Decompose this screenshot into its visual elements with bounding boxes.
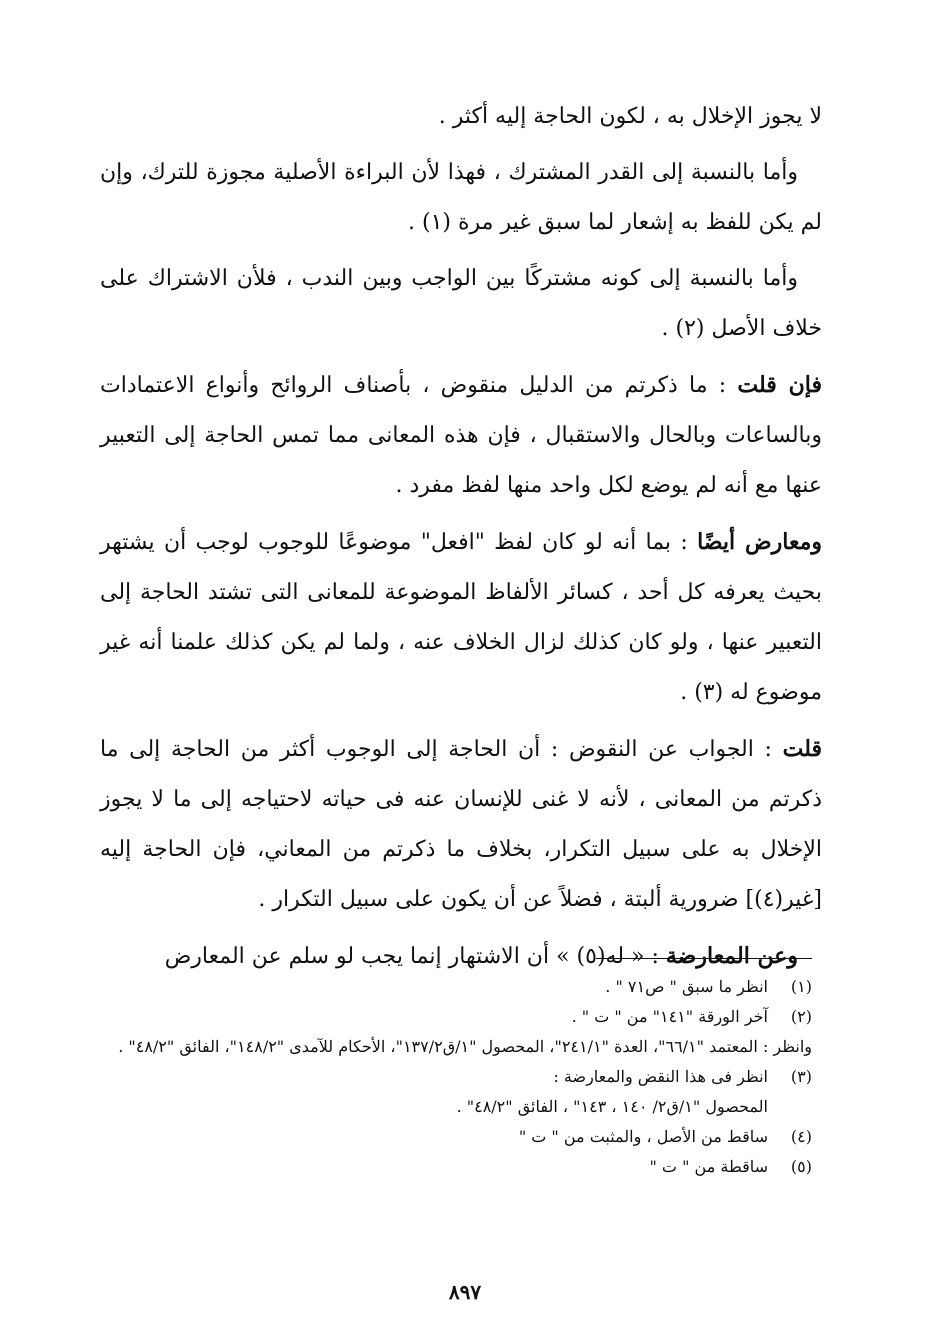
footnote-3-number: (٣) bbox=[790, 1067, 812, 1086]
footnote-2 bbox=[100, 1002, 812, 1032]
footnote-1-number: (١) bbox=[790, 977, 812, 996]
footnote-5 bbox=[100, 1152, 812, 1182]
footnote-2-continuation: وانظر : المعتمد "٦٦/١"، العدة "٢٤١/١"، المحصول "١/ق١٣٧/٢"، الأحكام للآمدى "١٤٨/٢"، الفائق "٤٨/٢" . bbox=[118, 1037, 812, 1056]
footnote-3-text: انظر فى هذا النقض والمعارضة : bbox=[553, 1067, 768, 1086]
main-text bbox=[100, 92, 822, 988]
footnote-4 bbox=[100, 1122, 812, 1152]
footnote-5-number: (٥) bbox=[790, 1157, 812, 1176]
paragraph-7-lead: وعن المعارضة bbox=[665, 943, 798, 969]
footnote-separator bbox=[596, 958, 812, 959]
footnote-4-number: (٤) bbox=[790, 1127, 812, 1146]
footnote-4-text: ساقط من الأصل ، والمثبت من " ت " bbox=[518, 1127, 768, 1146]
paragraph-5 bbox=[100, 517, 822, 718]
paragraph-4 bbox=[100, 360, 822, 511]
footnote-5-text: ساقطة من " ت " bbox=[649, 1157, 768, 1176]
paragraph-1: لا يجوز الإخلال به ، لكون الحاجة إليه أكثر . bbox=[438, 104, 822, 129]
footnote-3-continuation: المحصول "١/ق٢/ ١٤٠ ، ١٤٣" ، الفائق "٤٨/٢" . bbox=[456, 1097, 768, 1116]
footnote-3 bbox=[100, 1062, 812, 1092]
paragraph-5-text: : بما أنه لو كان لفظ "افعل" موضوعًا للوجوب لوجب أن يشتهر بحيث يعرفه كل أحد ، كسائر الألفاظ الموضوعة للمعانى التى تشتد الحاجة إلى التعبير عنها ، ولو كان كذلك لزال الخلاف عنه ، ولما لم يكن كذلك علمنا أنه غير موضوع له (٣) . bbox=[100, 530, 822, 705]
footnote-1-text: انظر ما سبق " ص٧١ " . bbox=[605, 977, 768, 996]
paragraph-6-lead: قلت bbox=[782, 736, 822, 762]
paragraph-7-text: : « له(٥) » أن الاشتهار إنما يجب لو سلم عن المعارض bbox=[164, 944, 659, 969]
paragraph-3: وأما بالنسبة إلى كونه مشتركًا بين الواجب وبين الندب ، فلأن الاشتراك على خلاف الأصل (٢) . bbox=[100, 266, 822, 341]
page-number: ٨٩٧ bbox=[448, 1280, 482, 1304]
footnotes bbox=[100, 972, 812, 1182]
paragraph-5-lead: ومعارض أيضًا bbox=[697, 529, 822, 555]
paragraph-4-lead: فإن قلت bbox=[737, 372, 822, 398]
paragraph-4-text: : ما ذكرتم من الدليل منقوض ، بأصناف الروائح وأنواع الاعتمادات وبالساعات وبالحال والاستقبال ، فإن هذه المعانى مما تمس الحاجة إلى التعبير عنها مع أنه لم يوضع لكل واحد منها لفظ مفرد . bbox=[100, 373, 822, 498]
paragraph-6 bbox=[100, 724, 822, 925]
paragraph-2: وأما بالنسبة إلى القدر المشترك ، فهذا لأن البراءة الأصلية مجوزة للترك، وإن لم يكن للفظ به إشعار لما سبق غير مرة (١) . bbox=[100, 160, 822, 235]
paragraph-6-text: : الجواب عن النقوض : أن الحاجة إلى الوجوب أكثر من الحاجة إلى ما ذكرتم من المعانى ، لأنه لا غنى للإنسان عنه فى حياته لاحتياجه إلى ما لا يجوز الإخلال به على سبيل التكرار، بخلاف ما ذكرتم من المعاني، فإن الحاجة إليه [غير(٤)] ضرورية ألبتة ، فضلاً عن أن يكون على سبيل التكرار . bbox=[100, 737, 822, 912]
footnote-2-text: آخر الورقة "١٤١" من " ت " . bbox=[571, 1007, 768, 1026]
footnote-2-number: (٢) bbox=[790, 1007, 812, 1026]
footnote-1 bbox=[100, 972, 812, 1002]
